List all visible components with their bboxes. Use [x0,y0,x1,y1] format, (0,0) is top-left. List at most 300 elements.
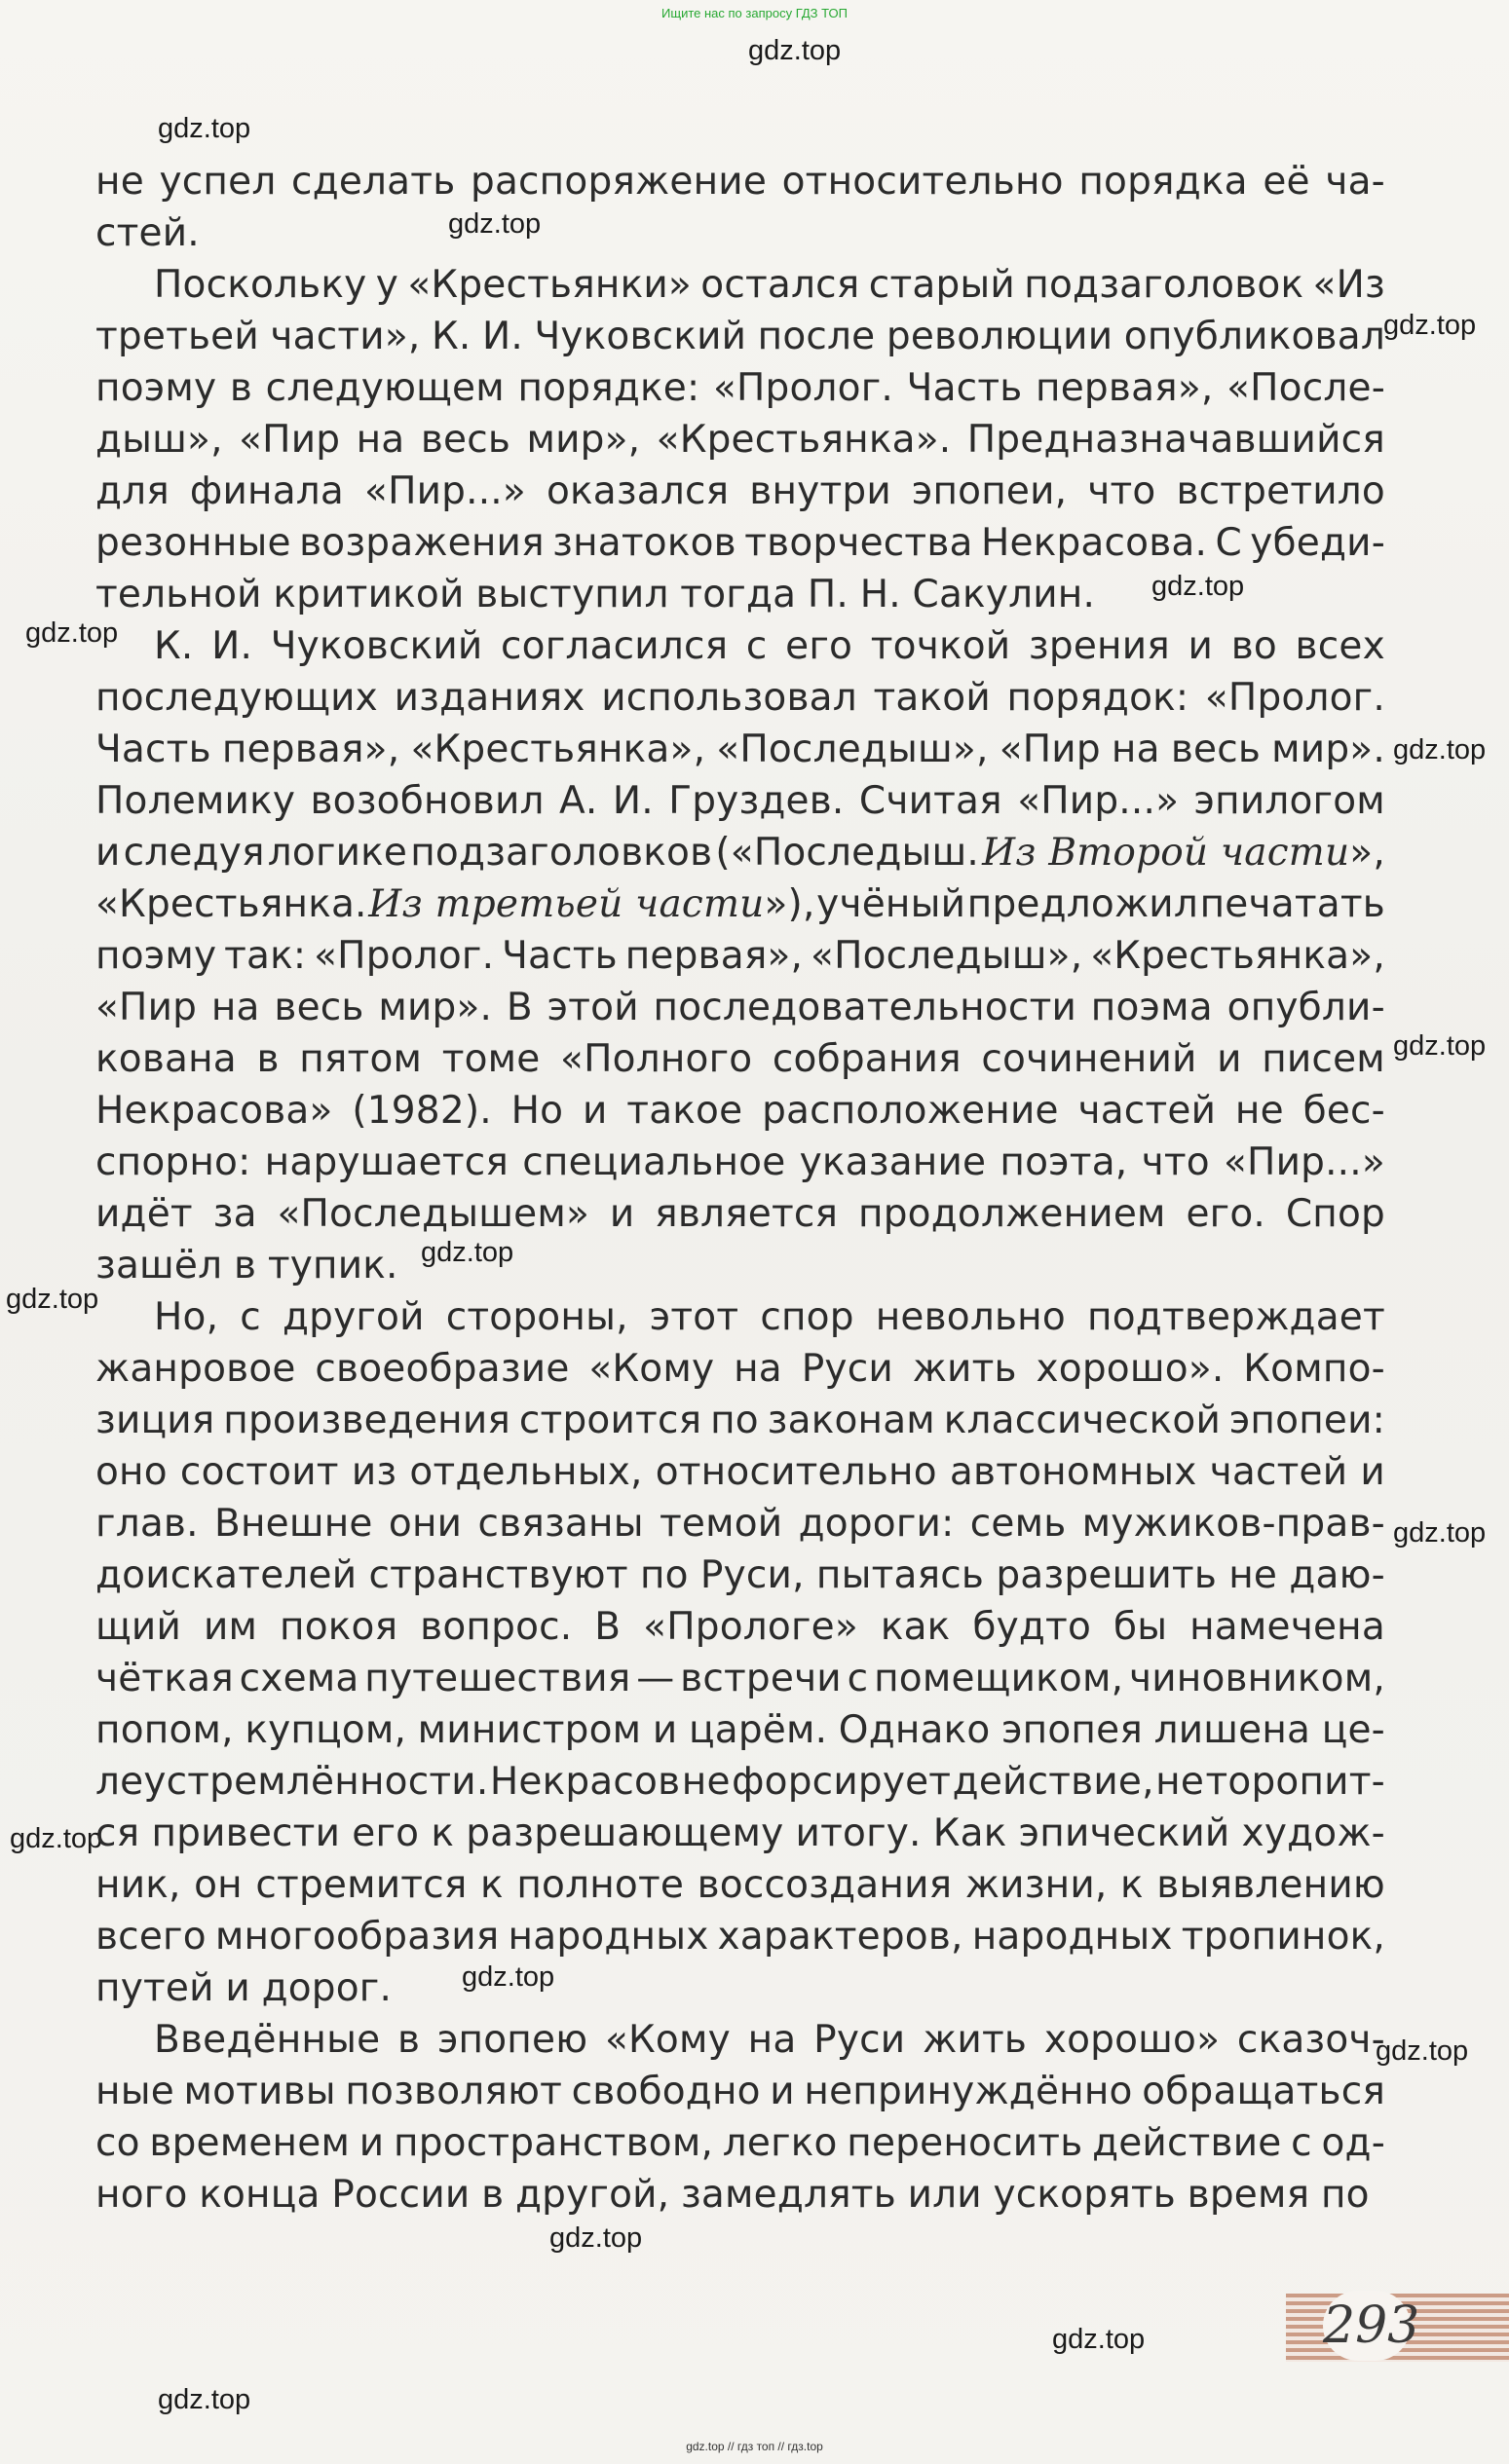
word: и [1188,624,1214,668]
word: продолжением [858,1192,1166,1236]
word: пятом [299,1037,423,1081]
word: такой [873,676,991,720]
word: по [639,1553,689,1597]
word: встречи [680,1657,842,1700]
top-banner[interactable]: Ищите нас по запросу ГДЗ ТОП [661,6,848,20]
word: стей. [95,211,200,255]
text-line [95,775,1385,827]
text-line [95,156,1385,207]
text-line [95,1033,1385,1085]
word: путей [95,1966,214,2010]
word: зрения [1028,624,1170,668]
watermark: gdz.top [1376,2035,1469,2067]
word: спор [760,1295,854,1339]
word: «Прологе» [643,1605,858,1649]
word: подзаголовков [410,831,713,875]
watermark: gdz.top [1393,1030,1487,1062]
word: «Пролог. [712,366,894,410]
text-line [95,1911,1385,1962]
word: — [636,1657,675,1700]
watermark: gdz.top [158,2384,251,2415]
word: эпический [1018,1811,1230,1855]
watermark: gdz.top [421,1237,514,1268]
word: Груздев. [668,779,845,823]
watermark: gdz.top [1393,734,1487,765]
word: первая», [1036,366,1214,410]
word: темой [660,1502,783,1546]
word: помещиком, [874,1657,1124,1700]
word: И. [211,624,253,668]
text-line [95,2169,1385,2221]
word: в [481,2173,505,2217]
word: последовательности [653,986,1077,1029]
word: покоя [280,1605,398,1649]
word: народных [971,1915,1173,1959]
word: первая», [624,934,804,978]
word: своеобразие [315,1347,570,1391]
word: бес- [1302,1089,1385,1133]
word: кована [95,1037,237,1081]
word: И. [612,779,654,823]
text-line [95,1653,1385,1704]
word: доискателей [95,1553,358,1597]
word: жизни, [964,1863,1108,1907]
watermark: gdz.top [448,208,542,240]
word: воссоздания [697,1863,953,1907]
text-line [95,2117,1385,2169]
word: пространством, [394,2121,714,2165]
word: Внешне [213,1502,373,1546]
word: время [1187,2173,1310,2217]
word: законам [767,1399,935,1442]
word: форсирует [732,1760,952,1804]
word: финала [189,469,345,513]
text-line [95,724,1385,775]
word: к [1120,1863,1144,1907]
word: не [95,160,144,204]
word: первая», [221,728,400,771]
word: худож- [1241,1811,1385,1855]
word: «Пир...» [364,469,526,513]
word: специальное [522,1140,786,1184]
word: действие, [952,1760,1154,1804]
word: и [1360,1450,1385,1494]
word: замедлять [680,2173,896,2217]
word: Руси, [699,1553,805,1597]
word: сказоч- [1236,2018,1385,2062]
word: Часть [502,934,618,978]
word: тогда [680,573,797,616]
word: так: [224,934,307,978]
text-line [95,1549,1385,1601]
word: с [240,1295,261,1339]
word: в [233,1244,257,1288]
word: дыш», [95,418,223,462]
text-line [95,1859,1385,1911]
word: оно [95,1450,168,1494]
word: ные [95,2070,174,2113]
word: стороны, [445,1295,628,1339]
text-line [95,1240,1385,1291]
word: связаны [477,1502,644,1546]
word: А. [559,779,598,823]
text-line [95,1756,1385,1808]
word: на [734,1347,782,1391]
word: выявлению [1156,1863,1385,1907]
word: после [757,315,876,358]
word: старый [868,263,1015,307]
word: у [375,263,399,307]
word: Н. [859,573,901,616]
word: даю- [1289,1553,1385,1597]
word: весь [274,986,364,1029]
word: Как [932,1811,1007,1855]
word: расположение [762,1089,1059,1133]
word: попом, [95,1708,234,1752]
watermark: gdz.top [1393,1517,1487,1549]
word: и [609,1192,635,1236]
word: Но, [154,1295,219,1339]
word: и [770,2070,795,2113]
word: последующих [95,676,378,720]
word: Некрасова. [980,521,1208,565]
word: поэму [95,366,217,410]
word: с [847,1657,869,1700]
word: жить [923,2018,1028,2062]
word: встретило [1176,469,1385,513]
word: на [210,986,260,1029]
word: внутри [749,469,891,513]
word: чёткая [95,1657,234,1700]
word: на [1111,728,1160,771]
word: «Пир [95,986,198,1029]
word: поэта, [1000,1140,1128,1184]
word: произведения [223,1399,511,1442]
watermark: gdz.top [25,617,119,649]
word: конца [199,2173,321,2217]
text-line [95,1188,1385,1240]
word: невольно [875,1295,1066,1339]
watermark: gdz.top [1383,310,1477,341]
word: частей [1209,1450,1348,1494]
word: классической [943,1399,1222,1442]
text-line [95,414,1385,466]
word: весь [420,418,511,462]
word: глав. [95,1502,199,1546]
word: хорошо» [1043,2018,1221,2062]
word: торопит- [1205,1760,1385,1804]
watermark: gdz.top [158,113,251,144]
word: зиция [95,1399,215,1442]
word: третьей [95,315,259,358]
word: использовал [601,676,857,720]
word: не [681,1760,731,1804]
text-line [95,466,1385,517]
word: опубликовал [1123,315,1385,358]
word: за [212,1192,257,1236]
word: изданиях [394,676,585,720]
word: «Последышем» [277,1192,590,1236]
word: «Кому [588,1347,715,1391]
word: «Пир [239,418,341,462]
word: строится [518,1399,702,1442]
word: порядка [1078,160,1248,204]
word: переносить [847,2121,1083,2165]
word: Поскольку [154,263,367,307]
text-line [95,1395,1385,1446]
word: следующем [265,366,505,410]
word: во [1230,624,1277,668]
word: Часть [95,728,211,771]
word: с [1291,2121,1312,2165]
word: он [194,1863,243,1907]
word: «Пролог. [314,934,495,978]
word: что [1087,469,1156,513]
word: успел [159,160,277,204]
word: Некрасов [489,1760,681,1804]
word: стремится [255,1863,468,1907]
word: и [225,1966,250,2010]
word: и [652,1708,678,1752]
word: обращаться [1142,2070,1385,2113]
word: привести [151,1811,341,1855]
text-line [95,1085,1385,1137]
word: в [397,2018,421,2062]
word: ник, [95,1863,181,1907]
word: его [352,1811,420,1855]
word: предложил [966,882,1198,926]
word: путешествия [364,1657,631,1700]
word: полноте [516,1863,685,1907]
word: сочинений [981,1037,1197,1081]
watermark: gdz.top [1151,571,1245,602]
text-line [95,1291,1385,1343]
word: К. [154,624,194,668]
word: странствуют [368,1553,628,1597]
word: части», [270,315,421,358]
word: И. [481,315,523,358]
text-line [95,2066,1385,2117]
word: щий [95,1605,182,1649]
word: мужиков-прав- [1081,1502,1385,1546]
word: частей [1077,1089,1217,1133]
word: «Последыш», [811,934,1083,978]
word: леустремлённости. [95,1760,489,1804]
word: оказался [546,469,730,513]
word: по [710,1399,759,1442]
text-line [95,207,1385,259]
word: «Пир...» [1017,779,1180,823]
text-line [95,311,1385,362]
word: «Пир [999,728,1101,771]
word: к [480,1863,504,1907]
word: отдельных, [409,1450,643,1494]
text-line [95,878,1385,930]
word: семь [969,1502,1067,1546]
word: од- [1321,2121,1385,2165]
word: на [356,418,405,462]
text-line [95,1808,1385,1859]
word: «Крестьянка». [656,418,952,462]
word: в [229,366,253,410]
word: состоит [179,1450,339,1494]
word: указание [799,1140,987,1184]
word: ся [95,1811,140,1855]
word: намечена [1189,1605,1385,1649]
word: и [1217,1037,1242,1081]
page-number: 293 [1323,2291,1411,2361]
word: мир». [1271,728,1385,771]
text-line [95,620,1385,672]
word: Руси [801,1347,893,1391]
word: его [785,624,853,668]
word: логике [267,831,408,875]
watermark: gdz.top [1052,2324,1146,2355]
word: П. [807,573,849,616]
word: поэму [95,934,217,978]
word: эпопеи: [1228,1399,1385,1442]
text-line [95,1498,1385,1549]
word: является [655,1192,839,1236]
word: бы [1113,1605,1168,1649]
word: опубли- [1226,986,1385,1029]
word: мир». [378,986,493,1029]
word: согласился [501,624,729,668]
text-line [95,1446,1385,1498]
word: другой [282,1295,425,1339]
word: им [203,1605,258,1649]
text-line [95,1601,1385,1653]
word: Введённые [154,2018,381,2062]
word: «Полного [560,1037,753,1081]
word: с [745,624,768,668]
word: Руси [813,2018,906,2062]
word: ускорять [993,2173,1176,2217]
word: и [582,1089,608,1133]
word: временем [149,2121,351,2165]
word: возобновил [310,779,545,823]
word: «Крестьянки» [407,263,692,307]
word: России [331,2173,471,2217]
word: к [431,1811,455,1855]
word: легко [722,2121,838,2165]
word: томе [441,1037,541,1081]
word: не [1234,1089,1284,1133]
text-line [95,569,1385,620]
word: как [880,1605,951,1649]
word: по [1320,2173,1370,2217]
text-line [95,982,1385,1033]
watermark: gdz.top [462,1961,555,1993]
bottom-banner[interactable]: gdz.top // гдз топ // гдз.top [686,2440,823,2453]
word: С [1215,521,1242,565]
word: «Крестьянка», [410,728,706,771]
word: автономных [949,1450,1197,1494]
word: мотивы [183,2070,336,2113]
word: ного [95,2173,188,2217]
word: пытаясь [815,1553,985,1597]
word: Некрасова» [95,1089,333,1133]
word: действие [1092,2121,1282,2165]
word: тупик. [267,1244,398,1288]
word: «Пир...» [1223,1140,1385,1184]
watermark: gdz.top [549,2222,643,2254]
word: на [747,2018,797,2062]
word: сделать [291,160,456,204]
word: следуя [123,831,265,875]
word: мир», [526,418,641,462]
word: «Кому [604,2018,731,2062]
word: «Крестьянка», [1090,934,1385,978]
word: спорно: [95,1140,251,1184]
word: они [388,1502,463,1546]
watermark: gdz.top [6,1284,99,1315]
word: из [351,1450,397,1494]
word: Но [510,1089,564,1133]
word: Сакулин. [912,573,1096,616]
word: её [1263,160,1310,204]
word: вопрос. [420,1605,573,1649]
word: критикой [273,573,465,616]
word: Считая [858,779,1002,823]
word: другой, [514,2173,670,2217]
word: Полемику [95,779,296,823]
text-line [95,362,1385,414]
word: разрешить [996,1553,1218,1597]
word: эпилогом [1193,779,1385,823]
text-line [95,672,1385,724]
word: Предназначавшийся [966,418,1385,462]
word: дороги: [798,1502,955,1546]
word: «Из [1312,263,1385,307]
word: поэма [1090,986,1213,1029]
word: Компо- [1243,1347,1385,1391]
word: «Крестьянка. [95,882,367,926]
word: подтверждает [1087,1295,1385,1339]
word: творчества [744,521,973,565]
word: что [1141,1140,1210,1184]
word: возражения [299,521,545,565]
watermark: gdz.top [748,35,842,66]
word: резонные [95,521,291,565]
text-line [95,1704,1385,1756]
word: свободно [571,2070,761,2113]
word: этой [547,986,639,1029]
word: убеди- [1250,521,1385,565]
word: жанровое [95,1347,296,1391]
text-line [95,1962,1385,2014]
word: весь [1170,728,1262,771]
word: нарушается [264,1140,509,1184]
word: знатоков [552,521,736,565]
word: учёный [816,882,966,926]
word: не [1228,1553,1278,1597]
text-line [95,827,1385,878]
word: такое [626,1089,743,1133]
word: «После- [1226,366,1385,410]
word: со [95,2121,140,2165]
word: народных [508,1915,709,1959]
word: в [256,1037,280,1081]
word: писем [1262,1037,1385,1081]
word: революции [886,315,1113,358]
word: Чуковский [270,624,483,668]
word: не [1155,1760,1205,1804]
word: позволяют [345,2070,563,2113]
word: ча- [1325,160,1385,204]
word: Из Второй части», [982,831,1385,875]
word: дорог. [261,1966,393,2010]
